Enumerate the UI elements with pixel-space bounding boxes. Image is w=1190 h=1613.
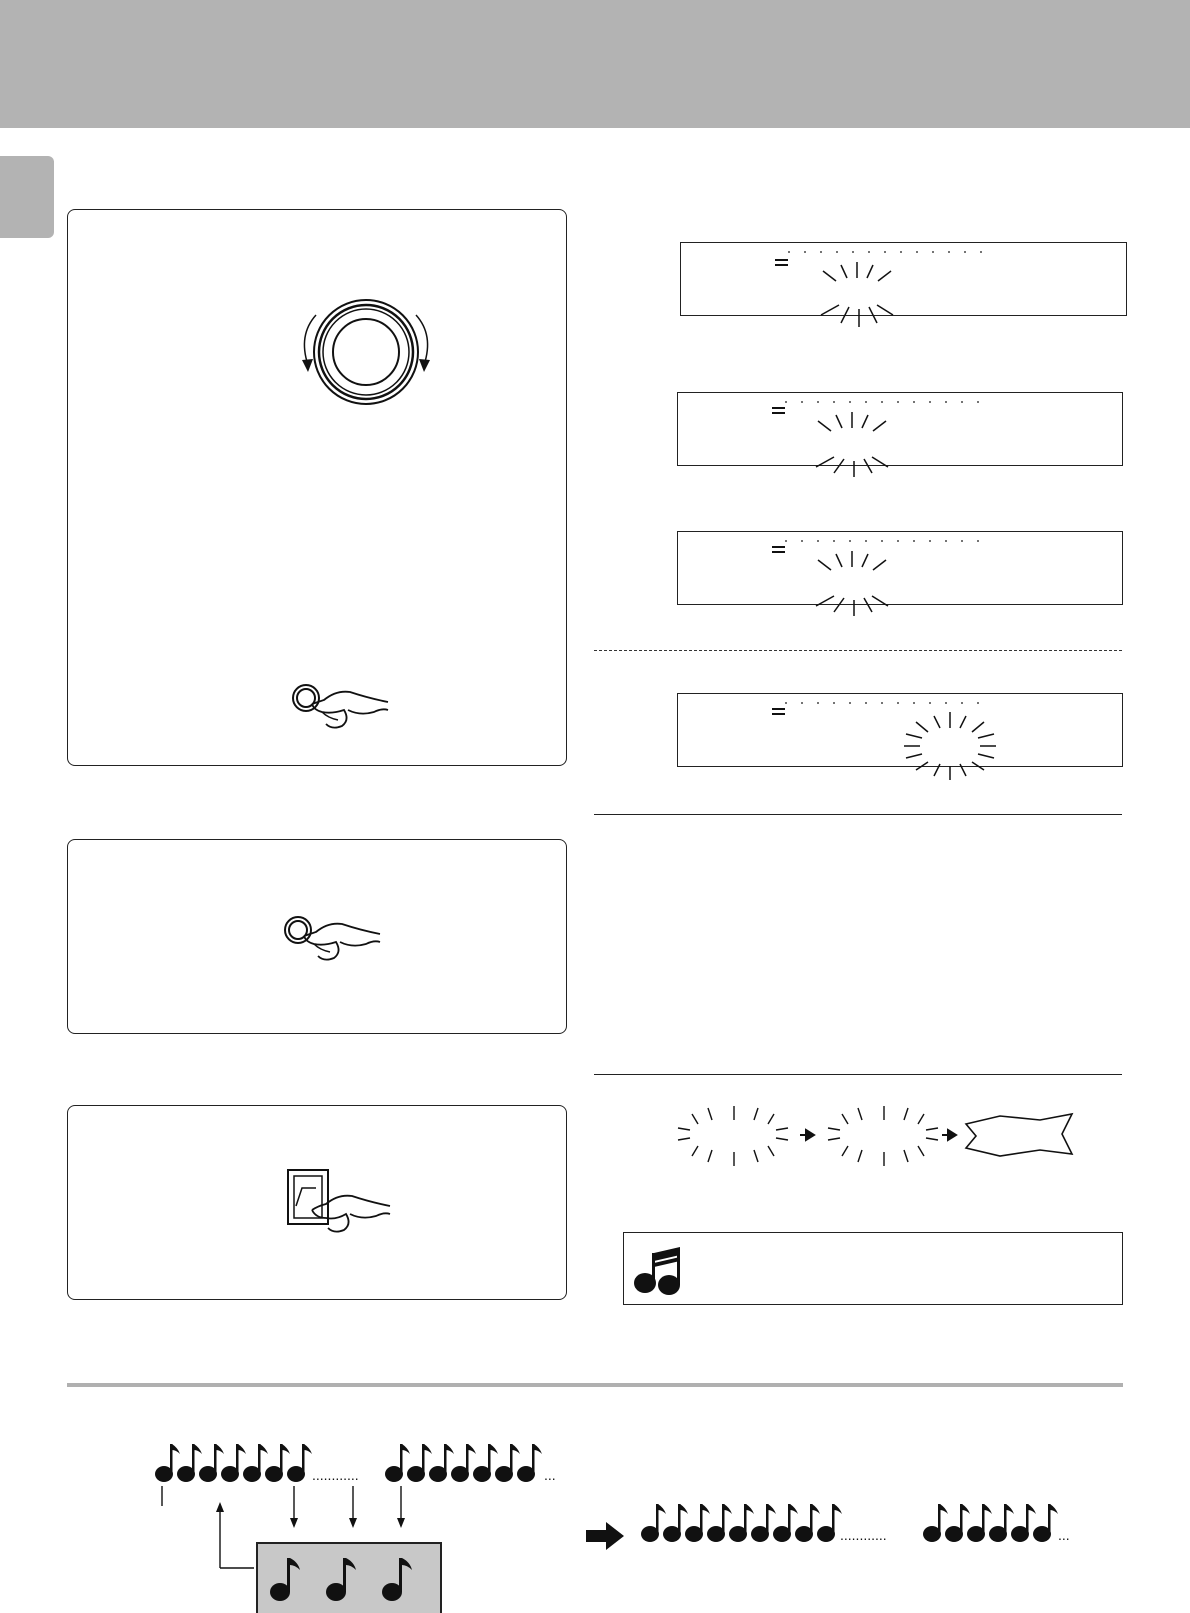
step-box-3 — [67, 1105, 567, 1300]
finger-press-button-icon[interactable] — [288, 680, 408, 740]
indicator-dot — [977, 401, 979, 403]
indicator-dot — [785, 401, 787, 403]
indicator-dot — [785, 702, 787, 704]
indicator-dot — [865, 401, 867, 403]
indicator-dot — [785, 540, 787, 542]
note-row-result — [641, 1504, 842, 1542]
indicator-dot — [980, 251, 982, 253]
note-row-b — [385, 1444, 542, 1482]
side-tab — [0, 156, 54, 238]
indicator-dot — [945, 540, 947, 542]
section-rule-1 — [594, 814, 1122, 815]
step-box-1 — [67, 209, 567, 766]
indicator-dot — [932, 251, 934, 253]
indicator-dot — [801, 540, 803, 542]
section-rule-2 — [594, 1074, 1122, 1075]
indicator-dot — [833, 401, 835, 403]
display-indicator-2 — [678, 393, 1122, 493]
display-panel-1 — [680, 242, 1127, 316]
indicator-dot — [801, 702, 803, 704]
note-box — [623, 1232, 1123, 1305]
step-box-2 — [67, 839, 567, 1034]
indicator-dot — [817, 540, 819, 542]
svg-text:............: ............ — [840, 1527, 887, 1543]
flash-sequence-diagram — [670, 1100, 1110, 1172]
indicator-dot — [929, 540, 931, 542]
svg-text:...: ... — [1058, 1527, 1070, 1543]
indicator-dot — [961, 702, 963, 704]
jog-dial-icon[interactable] — [288, 290, 448, 420]
indicator-dot — [788, 251, 790, 253]
indicator-dot — [881, 702, 883, 704]
indicator-dot — [916, 251, 918, 253]
indicator-dot — [801, 401, 803, 403]
indicator-dot — [945, 702, 947, 704]
indicator-dot — [817, 401, 819, 403]
indicator-dot — [961, 540, 963, 542]
display-indicator-4 — [678, 694, 1122, 804]
indicator-dot — [948, 251, 950, 253]
indicator-dot — [865, 702, 867, 704]
music-notes-icon — [632, 1245, 686, 1297]
indicator-dot — [913, 401, 915, 403]
indicator-dot — [929, 702, 931, 704]
section-divider — [67, 1383, 1123, 1387]
display-indicator-3 — [678, 532, 1122, 632]
indicator-dot — [836, 251, 838, 253]
indicator-dot — [865, 540, 867, 542]
display-panel-3 — [677, 531, 1123, 605]
display-panel-2 — [677, 392, 1123, 466]
finger-press-button-icon[interactable] — [280, 912, 400, 972]
indicator-dot — [897, 401, 899, 403]
indicator-dot — [820, 251, 822, 253]
indicator-dot — [945, 401, 947, 403]
indicator-dot — [897, 702, 899, 704]
note-row-a — [155, 1444, 312, 1482]
indicator-dot — [929, 401, 931, 403]
right-arrow-icon — [586, 1522, 624, 1550]
selected-notes — [268, 1554, 428, 1604]
indicator-dot — [884, 251, 886, 253]
indicator-dot — [964, 251, 966, 253]
indicator-dot — [881, 540, 883, 542]
indicator-dot — [900, 251, 902, 253]
indicator-dot — [881, 401, 883, 403]
indicator-dot — [852, 251, 854, 253]
selected-tracks-box — [256, 1542, 442, 1613]
display-panel-4 — [677, 693, 1123, 767]
indicator-dot — [817, 702, 819, 704]
indicator-dot — [913, 702, 915, 704]
svg-text:............: ............ — [312, 1467, 359, 1483]
indicator-dot — [833, 540, 835, 542]
indicator-dot — [977, 540, 979, 542]
indicator-dot — [868, 251, 870, 253]
indicator-dot — [849, 702, 851, 704]
dashed-divider — [594, 650, 1122, 651]
finger-press-switch-icon[interactable] — [286, 1166, 406, 1236]
indicator-dot — [977, 702, 979, 704]
display-indicator-1 — [681, 243, 1126, 343]
indicator-dot — [913, 540, 915, 542]
indicator-dot — [897, 540, 899, 542]
svg-text:...: ... — [544, 1467, 556, 1483]
header-band — [0, 0, 1190, 128]
indicator-dot — [804, 251, 806, 253]
indicator-dot — [961, 401, 963, 403]
indicator-dot — [849, 540, 851, 542]
indicator-dot — [833, 702, 835, 704]
indicator-dot — [849, 401, 851, 403]
